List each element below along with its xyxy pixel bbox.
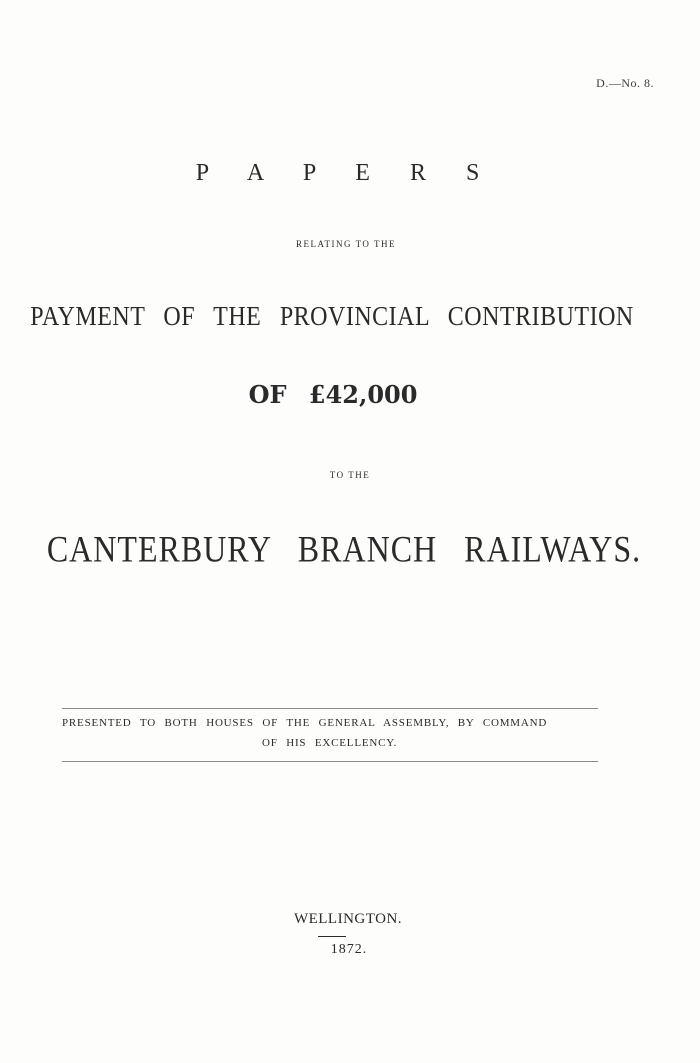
top-divider [62, 708, 598, 709]
imprint-year: 1872. [330, 942, 368, 957]
to-the-text: TO THE [329, 470, 371, 480]
title-line-amount: OF £42,000 [248, 380, 418, 409]
title-line-canterbury: CANTERBURY BRANCH RAILWAYS. [46, 528, 642, 570]
document-reference: D.—No. 8. [596, 76, 654, 90]
bottom-divider [62, 761, 598, 762]
presentation-line-2: OF HIS EXCELLENCY. [262, 737, 398, 749]
imprint-place: WELLINGTON. [293, 911, 403, 927]
papers-heading: P A P E R S [195, 160, 497, 186]
title-line-payment: PAYMENT OF THE PROVINCIAL CONTRIBUTION [30, 302, 634, 332]
imprint-rule [318, 936, 346, 937]
presentation-line-1: PRESENTED TO BOTH HOUSES OF THE GENERAL ASSEMBLY, BY COMMAND [62, 717, 548, 729]
relating-to-the-text: RELATING TO THE [296, 239, 396, 249]
